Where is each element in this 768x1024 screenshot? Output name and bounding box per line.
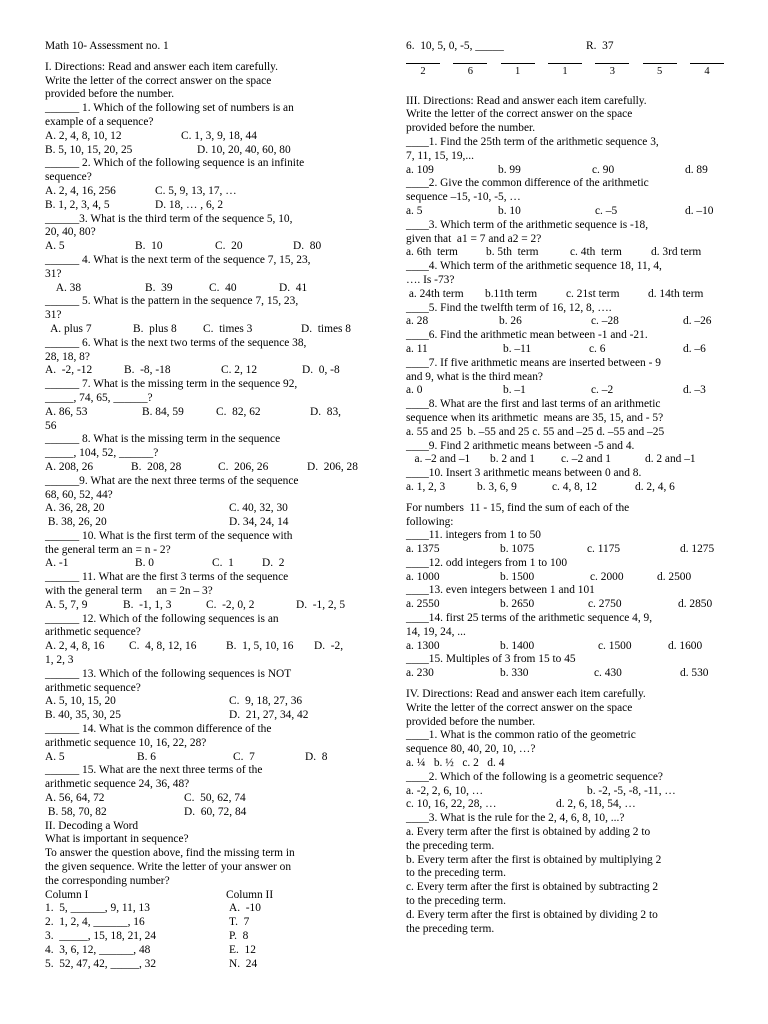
- answer-options-row: [406, 315, 724, 329]
- answer-option: Column I: [45, 888, 89, 901]
- answer-option: d. –6: [683, 342, 706, 355]
- text-line: 20, 40, 80?: [45, 226, 96, 239]
- answer-box[interactable]: 2: [406, 63, 440, 79]
- answer-options-row: [45, 944, 363, 958]
- text-line: following:: [406, 515, 454, 528]
- text-line: 31?: [45, 309, 62, 322]
- text-line: ______ 10. What is the first term of the sequence with: [45, 529, 293, 542]
- text-line: ____5. Find the twelfth term of 16, 12, 8, ….: [406, 301, 612, 314]
- answer-option: B. 5, 10, 15, 20, 25: [45, 143, 133, 156]
- answer-option: B. 84, 59: [142, 405, 184, 418]
- answer-option: d. 2500: [657, 570, 692, 583]
- answer-option: Column II: [226, 888, 274, 901]
- text-line: ______9. What are the next three terms of the sequence: [45, 474, 299, 487]
- decode-answer: R. 37: [586, 40, 614, 52]
- answer-options-row: [406, 785, 724, 799]
- answer-option: B. 1, 5, 10, 16: [226, 640, 294, 653]
- answer-option: B. 208, 28: [131, 460, 182, 473]
- spacer: [406, 495, 724, 502]
- answer-options-row: [45, 599, 363, 613]
- answer-option: 2. 1, 2, 4, ______, 16: [45, 916, 145, 929]
- answer-option: d. 14th term: [648, 287, 704, 300]
- answer-option: c. 430: [594, 667, 622, 680]
- answer-option: b. -2, -5, -8, -11, …: [587, 784, 676, 797]
- answer-option: a. 5: [406, 204, 423, 217]
- text-line: c. Every term after the first is obtained by subtracting 2: [406, 881, 659, 894]
- answer-options-row: [406, 453, 724, 467]
- answer-option: B. 6: [137, 750, 156, 763]
- text-line: provided before the number.: [406, 122, 536, 135]
- text-line: ____11. integers from 1 to 50: [406, 529, 541, 542]
- answer-options-row: [45, 930, 363, 944]
- answer-option: c. 21st term: [566, 287, 620, 300]
- answer-option: A. 36, 28, 20: [45, 502, 105, 515]
- answer-option: b.11th term: [485, 287, 538, 300]
- answer-option: D. 41: [279, 281, 308, 294]
- text-line: IV. Directions: Read and answer each item carefully.: [406, 688, 646, 701]
- answer-option: P. 8: [229, 930, 249, 942]
- answer-option: D. 10, 20, 40, 60, 80: [197, 143, 291, 156]
- answer-option: b. 26: [499, 315, 522, 328]
- text-line: given that a1 = 7 and a2 = 2?: [406, 232, 542, 245]
- answer-option: A. 5, 10, 15, 20: [45, 695, 116, 708]
- text-line: Write the letter of the correct answer on the space: [45, 74, 272, 87]
- answer-option: D. 34, 24, 14: [229, 516, 289, 529]
- answer-option: A. -10: [229, 902, 261, 915]
- text-line: ____2. Give the common difference of the arithmetic: [406, 177, 649, 190]
- text-line: sequence when its arithmetic means are 35, 15, and - 5?: [406, 411, 664, 424]
- answer-option: B. 0: [135, 557, 154, 570]
- text-line: ____15. Multiples of 3 from 15 to 45: [406, 653, 576, 666]
- text-line: sequence 80, 40, 20, 10, …?: [406, 743, 536, 756]
- answer-option: a. 11: [406, 342, 428, 355]
- answer-option: 4. 3, 6, 12, ______, 48: [45, 943, 151, 956]
- answer-box[interactable]: 5: [643, 63, 677, 79]
- right-body: [406, 95, 724, 937]
- answer-option: D. 8: [305, 750, 328, 763]
- answer-option: c. 1175: [587, 543, 621, 556]
- answer-option: a. -2, 2, 6, 10, …: [406, 784, 484, 797]
- text-line: Math 10- Assessment no. 1: [45, 40, 169, 52]
- text-line: ______ 14. What is the common difference of the: [45, 723, 272, 736]
- text-line: arithmetic sequence?: [45, 681, 141, 694]
- answer-options-row: [45, 502, 363, 516]
- answer-option: A. 208, 26: [45, 460, 94, 473]
- text-line: II. Decoding a Word: [45, 819, 139, 832]
- answer-option: A. 86, 53: [45, 405, 88, 418]
- text-line: _____, 104, 52, ______?: [45, 447, 159, 460]
- text-line: ______ 12. Which of the following sequences is an: [45, 612, 279, 625]
- answer-option: b. –11: [503, 342, 532, 355]
- answer-options-row: [406, 798, 724, 812]
- answer-option: b. 10: [498, 204, 521, 217]
- text-line: ____12. odd integers from 1 to 100: [406, 556, 568, 569]
- text-line: 28, 18, 8?: [45, 350, 90, 363]
- answer-option: b. 1075: [500, 543, 535, 556]
- answer-option: d. 2, 6, 18, 54, …: [556, 798, 636, 811]
- decode-item-6: [406, 40, 724, 54]
- text-line: the corresponding number?: [45, 874, 170, 887]
- text-line: arithmetic sequence 10, 16, 22, 28?: [45, 736, 207, 749]
- answer-option: d. 2, 4, 6: [635, 480, 675, 493]
- text-line: ____1. Find the 25th term of the arithmetic sequence 3,: [406, 135, 659, 148]
- text-line: the general term an = n - 2?: [45, 543, 171, 556]
- answer-option: b. 3, 6, 9: [477, 480, 517, 493]
- answer-option: D. 18, … , 6, 2: [155, 198, 224, 211]
- answer-option: a. 230: [406, 667, 434, 680]
- answer-option: B. 1, 2, 3, 4, 5: [45, 198, 110, 211]
- answer-option: a. 1000: [406, 570, 440, 583]
- answer-option: b. 5th term: [486, 246, 539, 259]
- answer-options-row: [406, 384, 724, 398]
- answer-option: c. 1500: [598, 639, 632, 652]
- answer-option: A. 5: [45, 750, 65, 763]
- text-line: a. ¼ b. ½ c. 2 d. 4: [406, 757, 505, 770]
- text-line: arithmetic sequence 24, 36, 48?: [45, 778, 190, 791]
- answer-option: B. 40, 35, 30, 25: [45, 709, 121, 722]
- text-line: sequence –15, -10, -5, …: [406, 191, 521, 204]
- answer-options-row: [45, 695, 363, 709]
- text-line: ____3. Which term of the arithmetic sequence is -18,: [406, 218, 649, 231]
- answer-options-row: [45, 751, 363, 765]
- answer-option: a. 2550: [406, 598, 440, 611]
- answer-option: d. –26: [683, 315, 712, 328]
- text-line: d. Every term after the first is obtained by dividing 2 to: [406, 908, 658, 921]
- answer-option: D. 80: [293, 240, 322, 253]
- answer-options-row: [45, 461, 363, 475]
- answer-options-row: [45, 130, 363, 144]
- answer-option: a. 1375: [406, 543, 440, 556]
- answer-option: c. 6: [589, 342, 606, 355]
- answer-option: A. 2, 4, 16, 256: [45, 184, 116, 197]
- answer-options-row: [45, 902, 363, 916]
- text-line: …. Is -73?: [406, 273, 455, 286]
- answer-options-row: [45, 889, 363, 903]
- answer-option: D. -1, 2, 5: [296, 598, 346, 611]
- answer-option: 5. 52, 47, 42, _____, 32: [45, 957, 157, 970]
- text-line: arithmetic sequence?: [45, 626, 141, 639]
- text-line: the preceding term.: [406, 922, 495, 935]
- answer-options-row: [45, 323, 363, 337]
- text-line: example of a sequence?: [45, 115, 154, 128]
- answer-box[interactable]: 4: [690, 63, 724, 79]
- answer-option: c. –5: [595, 204, 618, 217]
- text-line: the preceding term.: [406, 839, 495, 852]
- answer-option: B. 58, 70, 82: [45, 805, 107, 818]
- answer-options-row: [406, 598, 724, 612]
- answer-option: a. 28: [406, 315, 429, 328]
- answer-option: A. -1: [45, 557, 69, 570]
- text-line: ______ 2. Which of the following sequence is an infinite: [45, 157, 305, 170]
- answer-options-row: [45, 199, 363, 213]
- text-line: 31?: [45, 267, 62, 280]
- answer-options-row: [45, 364, 363, 378]
- answer-option: d. –10: [685, 204, 714, 217]
- text-line: For numbers 11 - 15, find the sum of each of the: [406, 501, 630, 514]
- answer-option: B. plus 8: [133, 322, 177, 335]
- text-line: ____6. Find the arithmetic mean between -1 and -21.: [406, 329, 648, 342]
- answer-option: C. 206, 26: [218, 460, 269, 473]
- answer-option: d. 530: [680, 667, 709, 680]
- text-line: sequence?: [45, 171, 92, 184]
- answer-option: C. 9, 18, 27, 36: [229, 695, 303, 708]
- text-line: and 9, what is the third mean?: [406, 370, 543, 383]
- text-line: III. Directions: Read and answer each item carefully.: [406, 94, 647, 107]
- answer-options-row: [406, 205, 724, 219]
- answer-options-row: [406, 481, 724, 495]
- answer-option: C. 40: [209, 281, 237, 294]
- answer-option: D. 21, 27, 34, 42: [229, 709, 309, 722]
- answer-option: a. 109: [406, 163, 434, 176]
- answer-options-row: [45, 958, 363, 972]
- text-line: ______ 5. What is the pattern in the sequence 7, 15, 23,: [45, 295, 299, 308]
- answer-option: A. -2, -12: [45, 364, 93, 377]
- answer-options-row: [45, 806, 363, 820]
- answer-option: D. times 8: [301, 322, 351, 335]
- spacer: [45, 54, 363, 61]
- text-line: to the preceding term.: [406, 895, 506, 908]
- text-line: 14, 19, 24, ...: [406, 625, 466, 638]
- answer-options-row: [45, 792, 363, 806]
- answer-box[interactable]: 1: [501, 63, 535, 79]
- answer-box[interactable]: 1: [548, 63, 582, 79]
- text-line: ____14. first 25 terms of the arithmetic sequence 4, 9,: [406, 612, 653, 625]
- text-line: ______ 7. What is the missing term in the sequence 92,: [45, 378, 298, 391]
- answer-option: d. 2850: [678, 598, 713, 611]
- text-line: ______ 13. Which of the following sequences is NOT: [45, 667, 292, 680]
- answer-option: b. 330: [500, 667, 529, 680]
- answer-option: D. 60, 72, 84: [184, 805, 247, 818]
- answer-option: b. 1500: [500, 570, 535, 583]
- answer-option: c. 4, 8, 12: [552, 480, 597, 493]
- answer-option: c. 10, 16, 22, 28, …: [406, 798, 497, 811]
- answer-option: B. 38, 26, 20: [45, 516, 107, 529]
- answer-options-row: [406, 343, 724, 357]
- text-line: to the preceding term.: [406, 867, 506, 880]
- answer-option: c. 2750: [588, 598, 622, 611]
- answer-option: c. –2 and 1: [561, 453, 611, 466]
- text-line: ____8. What are the first and last terms of an arithmetic: [406, 398, 661, 411]
- text-line: the given sequence. Write the letter of your answer on: [45, 861, 292, 874]
- answer-options-row: [45, 185, 363, 199]
- answer-option: C. 20: [215, 240, 243, 253]
- answer-options-row: [406, 667, 724, 681]
- answer-options-row: [406, 640, 724, 654]
- answer-option: D. -2,: [314, 640, 344, 653]
- answer-options-row: [45, 282, 363, 296]
- text-line: What is important in sequence?: [45, 833, 189, 846]
- text-line: b. Every term after the first is obtained by multiplying 2: [406, 853, 662, 866]
- answer-option: C. 5, 9, 13, 17, …: [155, 184, 237, 197]
- answer-option: D. 206, 28: [307, 460, 358, 473]
- answer-option: A. 5: [45, 240, 65, 253]
- answer-option: c. –2: [591, 384, 614, 397]
- answer-option: C. 7: [233, 750, 255, 763]
- answer-option: C. 1, 3, 9, 18, 44: [181, 129, 257, 142]
- text-line: I. Directions: Read and answer each item carefully.: [45, 60, 278, 73]
- text-line: ____4. Which term of the arithmetic sequence 18, 11, 4,: [406, 260, 662, 273]
- answer-options-row: [406, 246, 724, 260]
- answer-option: D. 2: [262, 557, 285, 570]
- text-line: 68, 60, 52, 44?: [45, 488, 113, 501]
- answer-option: a. 24th term: [406, 287, 464, 300]
- answer-options-row: [45, 144, 363, 158]
- text-line: ____7. If five arithmetic means are inserted between - 9: [406, 356, 661, 369]
- answer-option: d. –3: [683, 384, 706, 397]
- answer-option: a. 0: [406, 384, 423, 397]
- text-line: _____, 74, 65, ______?: [45, 391, 153, 404]
- answer-option: a. 1, 2, 3: [406, 480, 446, 493]
- answer-option: C. -2, 0, 2: [206, 598, 255, 611]
- answer-option: a. –2 and –1: [406, 453, 471, 466]
- text-line: a. Every term after the first is obtained by adding 2 to: [406, 826, 651, 839]
- answer-option: D. 83,: [310, 405, 342, 418]
- answer-option: b. 99: [498, 163, 521, 176]
- answer-option: c. –28: [591, 315, 619, 328]
- text-line: with the general term an = 2n – 3?: [45, 585, 213, 598]
- text-line: ______ 1. Which of the following set of numbers is an: [45, 102, 294, 115]
- text-line: provided before the number.: [406, 715, 536, 728]
- answer-box[interactable]: 6: [453, 63, 487, 79]
- answer-option: T. 7: [229, 916, 250, 929]
- answer-option: c. 4th term: [570, 246, 622, 259]
- answer-option: d. 3rd term: [651, 246, 702, 259]
- decode-answer-boxes: [406, 63, 724, 79]
- answer-options-row: [406, 288, 724, 302]
- answer-option: a. 1300: [406, 639, 440, 652]
- answer-option: b. –1: [503, 384, 526, 397]
- answer-options-row: [45, 240, 363, 254]
- answer-option: b. 2 and 1: [490, 453, 535, 466]
- answer-option: A. 2, 4, 8, 10, 12: [45, 129, 122, 142]
- text-line: 7, 11, 15, 19,...: [406, 149, 474, 162]
- text-line: ____13. even integers between 1 and 101: [406, 584, 595, 597]
- answer-options-row: [45, 916, 363, 930]
- answer-option: C. 1: [212, 557, 234, 570]
- text-line: ______ 8. What is the missing term in the sequence: [45, 433, 281, 446]
- answer-options-row: [45, 640, 363, 654]
- text-line: To answer the question above, find the missing term in: [45, 847, 295, 860]
- answer-option: C. 2, 12: [221, 364, 258, 377]
- left-column: [45, 40, 363, 971]
- answer-options-row: [45, 516, 363, 530]
- answer-option: C. 40, 32, 30: [229, 502, 288, 515]
- text-line: 56: [45, 419, 57, 432]
- answer-option: 3. _____, 15, 18, 21, 24: [45, 930, 157, 942]
- answer-option: C. 4, 8, 12, 16: [129, 640, 197, 653]
- text-line: ____9. Find 2 arithmetic means between -5 and 4.: [406, 439, 635, 452]
- answer-option: B. -1, 1, 3: [123, 598, 172, 611]
- answer-option: C. 50, 62, 74: [184, 792, 246, 805]
- text-line: provided before the number.: [45, 88, 175, 101]
- answer-option: C. 82, 62: [216, 405, 261, 418]
- answer-option: A. 2, 4, 8, 16: [45, 640, 105, 653]
- answer-option: b. 1400: [500, 639, 535, 652]
- answer-option: A. 56, 64, 72: [45, 792, 105, 805]
- answer-options-row: [45, 406, 363, 420]
- answer-option: C. times 3: [203, 322, 253, 335]
- text-line: Write the letter of the correct answer on the space: [406, 108, 633, 121]
- answer-options-row: [45, 709, 363, 723]
- answer-option: A. 5, 7, 9: [45, 598, 88, 611]
- answer-option: D. 0, -8: [302, 364, 340, 377]
- answer-option: d. 89: [685, 163, 708, 176]
- answer-option: E. 12: [229, 943, 256, 956]
- right-column: [406, 40, 724, 936]
- text-line: ______ 6. What is the next two terms of the sequence 38,: [45, 336, 307, 349]
- answer-option: B. 10: [135, 240, 163, 253]
- text-line: ______ 15. What are the next three terms of the: [45, 764, 263, 777]
- text-line: Write the letter of the correct answer on the space: [406, 701, 633, 714]
- answer-options-row: [406, 164, 724, 178]
- answer-option: c. 90: [592, 163, 615, 176]
- text-line: ____2. Which of the following is a geometric sequence?: [406, 770, 663, 783]
- answer-option: N. 24: [229, 957, 258, 970]
- answer-box[interactable]: 3: [595, 63, 629, 79]
- text-line: ______ 11. What are the first 3 terms of the sequence: [45, 571, 289, 584]
- spacer: [406, 681, 724, 688]
- answer-options-row: [406, 543, 724, 557]
- text-line: ______3. What is the third term of the sequence 5, 10,: [45, 212, 293, 225]
- answer-option: b. 2650: [500, 598, 535, 611]
- text-line: ____1. What is the common ratio of the geometric: [406, 729, 636, 742]
- text-line: a. 55 and 25 b. –55 and 25 c. 55 and –25 d. –55 and –25: [406, 425, 665, 438]
- answer-option: a. 6th term: [406, 246, 458, 259]
- answer-option: d. 1600: [668, 639, 703, 652]
- answer-option: B. 39: [145, 281, 173, 294]
- text-line: ______ 4. What is the next term of the sequence 7, 15, 23,: [45, 253, 311, 266]
- answer-options-row: [45, 557, 363, 571]
- answer-options-row: [406, 571, 724, 585]
- answer-option: B. -8, -18: [124, 364, 171, 377]
- text-line: 1, 2, 3: [45, 654, 74, 667]
- answer-option: 1. 5, ______, 9, 11, 13: [45, 902, 150, 915]
- answer-option: A. 38: [45, 281, 82, 294]
- text-line: ____10. Insert 3 arithmetic means between 0 and 8.: [406, 467, 642, 480]
- answer-option: d. 2 and –1: [645, 453, 696, 466]
- text-line: ____3. What is the rule for the 2, 4, 6, 8, 10, ...?: [406, 812, 625, 825]
- answer-option: A. plus 7: [45, 322, 92, 335]
- answer-option: c. 2000: [590, 570, 624, 583]
- decode-question: 6. 10, 5, 0, -5, _____: [406, 40, 504, 52]
- answer-option: d. 1275: [680, 543, 715, 556]
